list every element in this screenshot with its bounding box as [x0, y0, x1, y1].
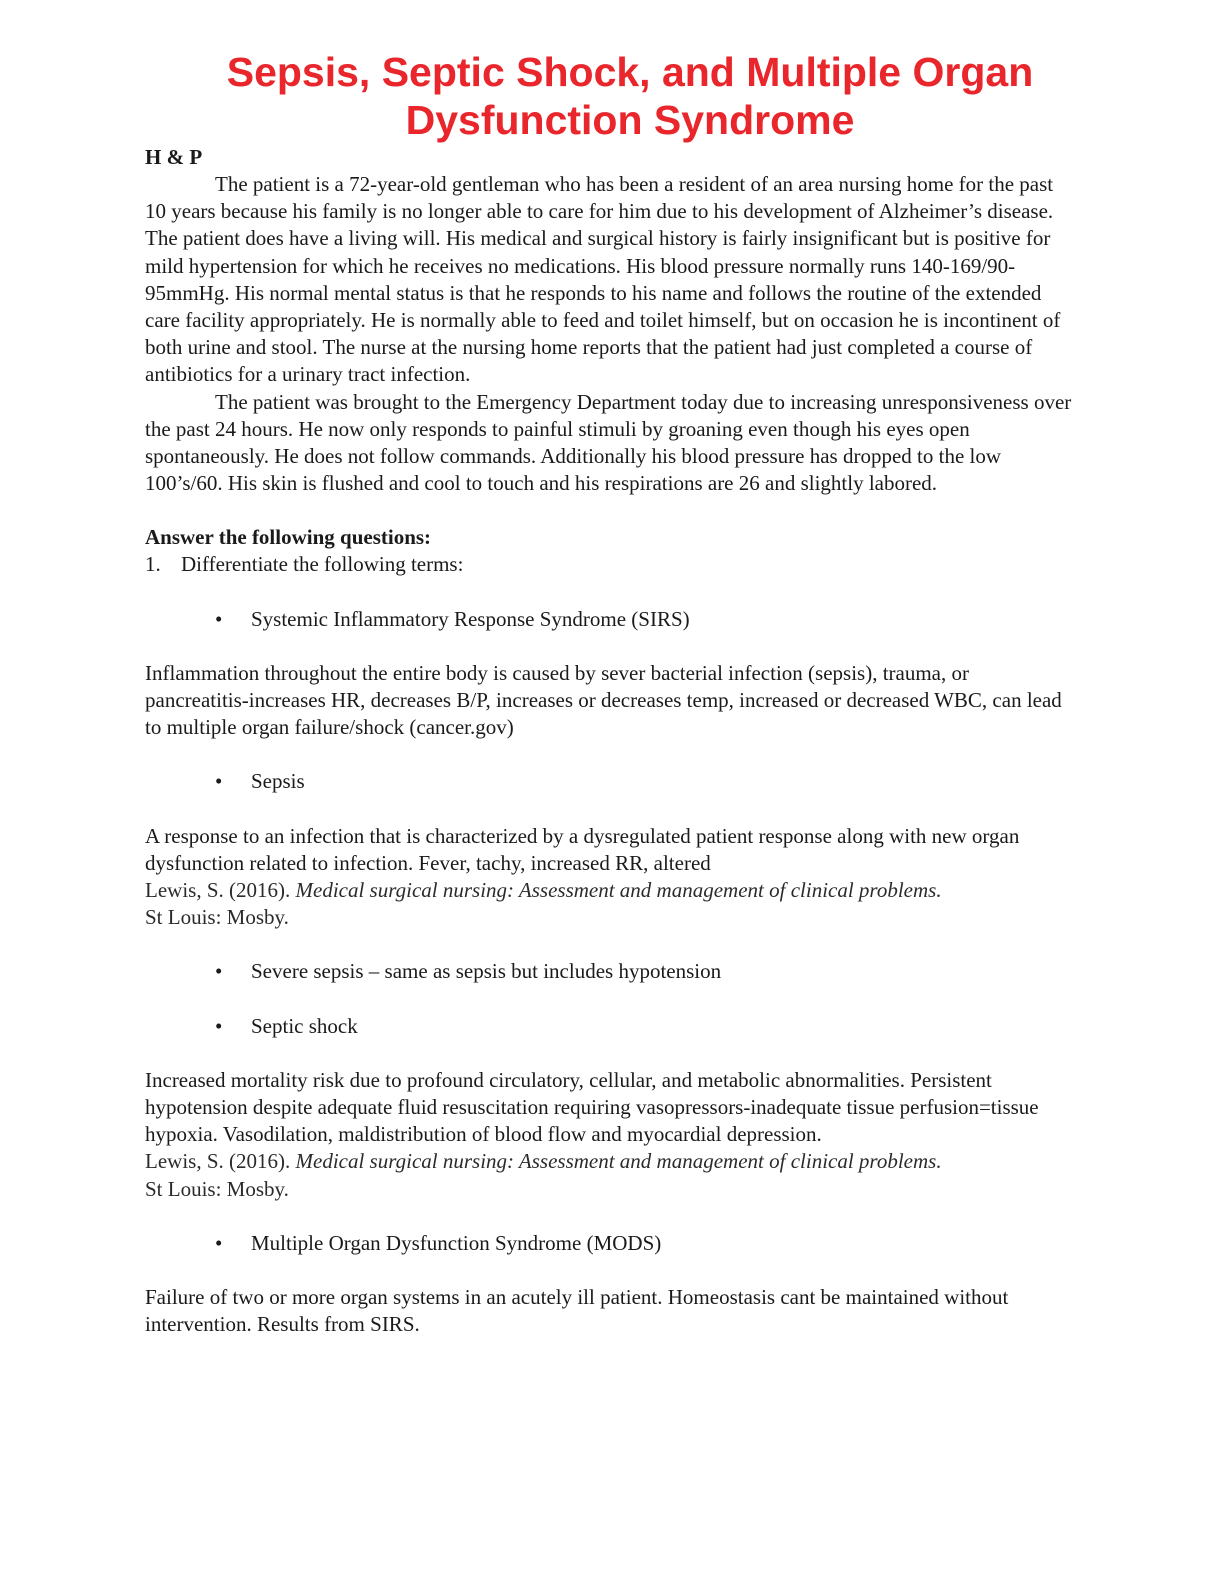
sirs-answer: Inflammation throughout the entire body is caused by sever bacterial infection (sepsis), trauma, or pancreatitis-increases HR, decreases B/P, increases or decreases temp, increased or decreased WBC, can lead to multiple organ failure/shock (cancer.gov): [145, 660, 1062, 740]
septic-shock-citation: [145, 1148, 1075, 1202]
term-septic-shock-label: Septic shock: [251, 1013, 358, 1038]
spacer: [145, 741, 1075, 768]
spacer: [145, 1203, 1075, 1230]
bullet-septic-shock: [145, 1013, 1075, 1040]
spacer: [145, 986, 1075, 1013]
hp-paragraph-1: The patient is a 72-year-old gentleman who has been a resident of an area nursing home for the past 10 years because his family is no longer able to care for him due to his development of Alzheimer’s disease. The patient does have a living will. His medical and surgical history is fairly insignificant but is positive for mild hypertension for which he receives no medications. His blood pressure normally runs 140-169/90-95mmHg. His normal mental status is that he responds to his name and follows the routine of the extended care facility appropriately. He is normally able to feed and toilet himself, but on occasion he is incontinent of both urine and stool. The nurse at the nursing home reports that the patient had just completed a course of antibiotics for a urinary tract infection.: [145, 172, 1061, 387]
sepsis-cite-publisher: St Louis: Mosby.: [145, 905, 289, 930]
sepsis-cite-author: Lewis, S. (2016).: [145, 878, 296, 903]
bullet-sepsis: [145, 768, 1075, 795]
hp-heading: H & P: [145, 145, 203, 169]
spacer: [145, 1257, 1075, 1284]
bullet-icon: •: [215, 606, 223, 631]
septic-cite-title: Medical surgical nursing: Assessment and management of clinical problems.: [295, 1149, 942, 1174]
document-page: [145, 48, 1075, 1339]
spacer: [145, 1040, 1075, 1067]
sepsis-answer: A response to an infection that is characterized by a dysregulated patient response along with new organ dysfunction related to infection. Fever, tachy, increased RR, altered: [145, 823, 1020, 875]
hp-paragraph-2: The patient was brought to the Emergency Department today due to increasing unresponsiveness over the past 24 hours. He now only responds to painful stimuli by groaning even though his eyes open spontaneously. He does not follow commands. Additionally his blood pressure has dropped to the low 100’s/60. His skin is flushed and cool to touch and his respirations are 26 and slightly labored.: [145, 389, 1072, 496]
question-1-number: 1.: [145, 552, 161, 577]
septic-shock-answer: Increased mortality risk due to profound circulatory, cellular, and metabolic abnormalities. Persistent hypotension despite adequate fluid resuscitation requiring vasopressors-inadequate tissue perfusion=tissue hypoxia. Vasodilation, maldistribution of blood flow and myocardial depression.: [145, 1067, 1039, 1147]
spacer: [145, 633, 1075, 660]
document-title: [145, 48, 1075, 144]
term-mods-label: Multiple Organ Dysfunction Syndrome (MODS): [251, 1230, 662, 1255]
bullet-sirs: [145, 606, 1075, 633]
term-severe-sepsis-label: Severe sepsis – same as sepsis but includes hypotension: [251, 959, 722, 984]
bullet-icon: •: [215, 769, 223, 794]
spacer: [145, 796, 1075, 823]
question-1-text: Differentiate the following terms:: [181, 552, 464, 577]
sepsis-citation: [145, 877, 1075, 931]
septic-cite-publisher: St Louis: Mosby.: [145, 1176, 289, 1201]
bullet-icon: •: [215, 1013, 223, 1038]
bullet-mods: [145, 1230, 1075, 1257]
bullet-icon: •: [215, 1230, 223, 1255]
term-sirs-label: Systemic Inflammatory Response Syndrome (SIRS): [251, 606, 690, 631]
questions-heading: Answer the following questions:: [145, 525, 432, 550]
mods-answer: Failure of two or more organ systems in an acutely ill patient. Homeostasis cant be maintained without intervention. Results from SIRS.: [145, 1285, 1009, 1337]
spacer: [145, 497, 1075, 524]
septic-cite-author: Lewis, S. (2016).: [145, 1149, 296, 1174]
title-line-1: Sepsis, Septic Shock, and Multiple Organ: [226, 49, 1034, 95]
spacer: [145, 931, 1075, 958]
bullet-severe-sepsis: [145, 958, 1075, 985]
question-1: [145, 551, 1075, 578]
term-sepsis-label: Sepsis: [251, 769, 305, 794]
title-line-2: Dysfunction Syndrome: [405, 97, 855, 143]
bullet-icon: •: [215, 959, 223, 984]
spacer: [145, 579, 1075, 606]
sepsis-cite-title: Medical surgical nursing: Assessment and management of clinical problems.: [295, 878, 942, 903]
